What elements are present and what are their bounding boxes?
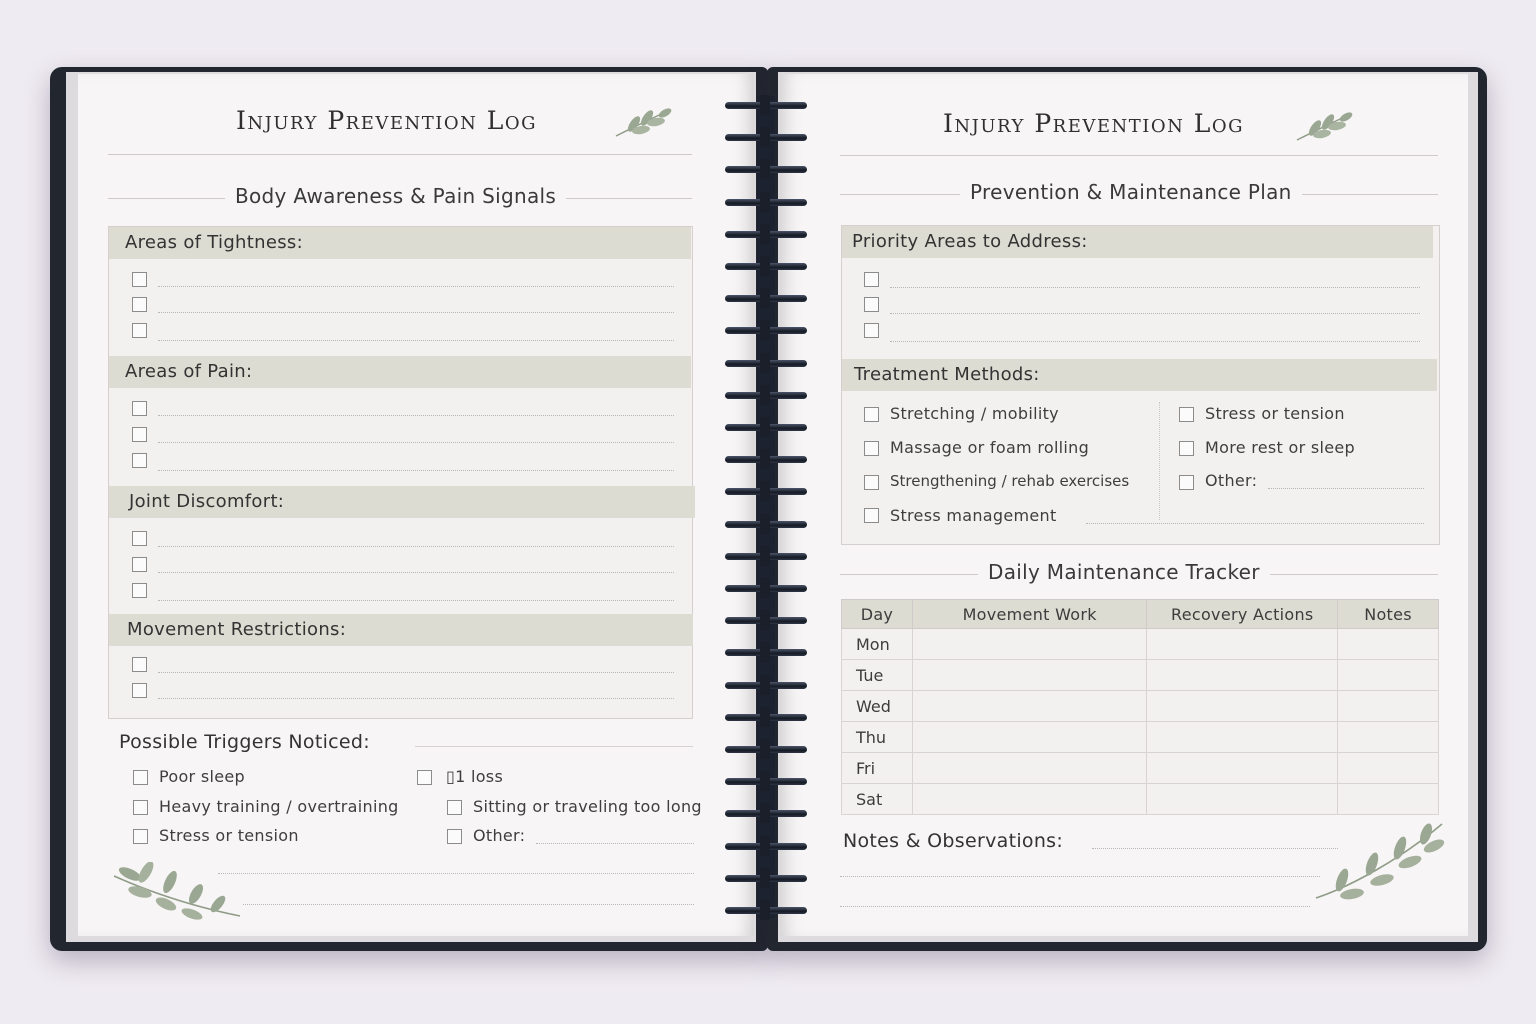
table-row bbox=[842, 629, 1439, 660]
spiral-ring bbox=[725, 357, 807, 369]
entry-cell[interactable] bbox=[1147, 660, 1338, 691]
title-divider bbox=[108, 154, 692, 155]
day-cell: Mon bbox=[842, 629, 913, 660]
write-line[interactable] bbox=[158, 672, 674, 673]
column-header: Movement Work bbox=[912, 600, 1147, 629]
spiral-ring bbox=[725, 904, 807, 916]
entry-cell[interactable] bbox=[1338, 629, 1439, 660]
trigger-option: Other: bbox=[473, 826, 526, 845]
section-header-pain: Areas of Pain: bbox=[109, 356, 691, 388]
trigger-option: Poor sleep bbox=[159, 767, 245, 786]
day-cell: Wed bbox=[842, 691, 913, 722]
spiral-ring bbox=[725, 614, 807, 626]
spiral-ring bbox=[725, 840, 807, 852]
spiral-ring bbox=[725, 260, 807, 272]
checkbox[interactable] bbox=[132, 531, 147, 546]
left-page-title: Injury Prevention Log bbox=[236, 106, 538, 135]
spiral-ring bbox=[725, 163, 807, 175]
table-header-row bbox=[842, 600, 1439, 629]
spiral-ring bbox=[725, 743, 807, 755]
entry-cell[interactable] bbox=[912, 753, 1147, 784]
leaf-sprig-icon bbox=[614, 106, 672, 138]
section-header-movement: Movement Restrictions: bbox=[109, 614, 693, 646]
checkbox[interactable] bbox=[864, 407, 879, 422]
column-header: Notes bbox=[1338, 600, 1439, 629]
entry-cell[interactable] bbox=[1147, 753, 1338, 784]
entry-cell[interactable] bbox=[912, 691, 1147, 722]
section-header-treatment: Treatment Methods: bbox=[842, 359, 1437, 391]
write-line[interactable] bbox=[158, 572, 674, 573]
checkbox[interactable] bbox=[132, 657, 147, 672]
spiral-ring bbox=[725, 389, 807, 401]
write-line[interactable] bbox=[890, 287, 1420, 288]
write-line[interactable] bbox=[890, 313, 1420, 314]
notes-heading: Notes & Observations: bbox=[843, 830, 1064, 852]
spiral-ring bbox=[725, 292, 807, 304]
checkbox[interactable] bbox=[864, 323, 879, 338]
spiral-ring bbox=[725, 775, 807, 787]
entry-cell[interactable] bbox=[1147, 784, 1338, 815]
entry-cell[interactable] bbox=[1338, 753, 1439, 784]
column-header: Recovery Actions bbox=[1147, 600, 1338, 629]
write-line[interactable] bbox=[158, 442, 674, 443]
title-divider bbox=[840, 155, 1438, 156]
checkbox[interactable] bbox=[132, 557, 147, 572]
table-row bbox=[842, 753, 1439, 784]
treatment-option: More rest or sleep bbox=[1205, 438, 1355, 457]
entry-cell[interactable] bbox=[912, 629, 1147, 660]
checkbox[interactable] bbox=[417, 770, 432, 785]
triggers-heading: Possible Triggers Noticed: bbox=[119, 731, 370, 753]
write-line[interactable] bbox=[158, 340, 674, 341]
write-line[interactable] bbox=[1268, 488, 1424, 489]
spiral-ring bbox=[725, 582, 807, 594]
trigger-option: Stress or tension bbox=[159, 826, 299, 845]
spiral-ring bbox=[725, 679, 807, 691]
trigger-option: ▯1 loss bbox=[446, 767, 504, 786]
spiral-ring bbox=[725, 807, 807, 819]
write-line[interactable] bbox=[158, 312, 674, 313]
write-line[interactable] bbox=[1092, 848, 1338, 849]
treatment-option: Other: bbox=[1205, 471, 1258, 490]
day-cell: Tue bbox=[842, 660, 913, 691]
write-line[interactable] bbox=[158, 698, 674, 699]
checkbox[interactable] bbox=[132, 583, 147, 598]
write-line[interactable] bbox=[158, 600, 674, 601]
write-line[interactable] bbox=[158, 470, 674, 471]
spiral-ring bbox=[725, 485, 807, 497]
checkbox[interactable] bbox=[1179, 475, 1194, 490]
checkbox[interactable] bbox=[1179, 441, 1194, 456]
binding-spine bbox=[757, 96, 775, 918]
right-section-subtitle: Prevention & Maintenance Plan bbox=[960, 180, 1302, 204]
checkbox[interactable] bbox=[133, 770, 148, 785]
write-line[interactable] bbox=[840, 876, 1320, 877]
spiral-ring bbox=[725, 646, 807, 658]
write-line[interactable] bbox=[890, 341, 1420, 342]
leaf-branch-icon bbox=[110, 862, 244, 922]
checkbox[interactable] bbox=[132, 297, 147, 312]
spiral-ring bbox=[725, 518, 807, 530]
daily-maintenance-table bbox=[841, 599, 1439, 815]
spiral-ring bbox=[725, 550, 807, 562]
spiral-ring bbox=[725, 228, 807, 240]
write-line[interactable] bbox=[158, 546, 674, 547]
checkbox[interactable] bbox=[864, 475, 879, 490]
table-row bbox=[842, 784, 1439, 815]
leaf-branch-icon bbox=[1312, 818, 1448, 902]
checkbox[interactable] bbox=[447, 800, 462, 815]
entry-cell[interactable] bbox=[912, 660, 1147, 691]
checkbox[interactable] bbox=[864, 272, 879, 287]
triggers-rule bbox=[415, 746, 693, 747]
checkbox[interactable] bbox=[132, 323, 147, 338]
day-cell: Fri bbox=[842, 753, 913, 784]
checkbox[interactable] bbox=[864, 441, 879, 456]
write-line[interactable] bbox=[1086, 523, 1424, 524]
write-line[interactable] bbox=[243, 904, 694, 905]
entry-cell[interactable] bbox=[1147, 691, 1338, 722]
right-page-title: Injury Prevention Log bbox=[943, 109, 1245, 138]
write-line[interactable] bbox=[840, 906, 1310, 907]
entry-cell[interactable] bbox=[1338, 660, 1439, 691]
spiral-ring bbox=[725, 196, 807, 208]
section-header-priority: Priority Areas to Address: bbox=[842, 226, 1433, 258]
treatment-option: Stress or tension bbox=[1205, 404, 1345, 423]
checkbox[interactable] bbox=[132, 272, 147, 287]
day-cell: Sat bbox=[842, 784, 913, 815]
entry-cell[interactable] bbox=[1147, 629, 1338, 660]
checkbox[interactable] bbox=[132, 683, 147, 698]
entry-cell[interactable] bbox=[912, 722, 1147, 753]
spiral-ring bbox=[725, 711, 807, 723]
write-line[interactable] bbox=[158, 415, 674, 416]
spiral-ring bbox=[725, 421, 807, 433]
treatment-option: Strengthening / rehab exercises bbox=[890, 472, 1130, 490]
spiral-ring bbox=[725, 131, 807, 143]
entry-cell[interactable] bbox=[1147, 722, 1338, 753]
treatment-option: Massage or foam rolling bbox=[890, 438, 1090, 457]
section-header-tightness: Areas of Tightness: bbox=[109, 227, 691, 259]
entry-cell[interactable] bbox=[1338, 722, 1439, 753]
checkbox[interactable] bbox=[132, 427, 147, 442]
write-line[interactable] bbox=[158, 286, 674, 287]
checkbox[interactable] bbox=[132, 401, 147, 416]
table-row bbox=[842, 691, 1439, 722]
treatment-option: Stress management bbox=[890, 506, 1057, 525]
checkbox[interactable] bbox=[864, 297, 879, 312]
day-cell: Thu bbox=[842, 722, 913, 753]
checkbox[interactable] bbox=[864, 508, 879, 523]
checkbox[interactable] bbox=[1179, 407, 1194, 422]
checkbox[interactable] bbox=[132, 453, 147, 468]
table-row bbox=[842, 722, 1439, 753]
trigger-option: Heavy training / overtraining bbox=[159, 797, 399, 816]
entry-cell[interactable] bbox=[912, 784, 1147, 815]
tracker-title: Daily Maintenance Tracker bbox=[978, 560, 1270, 584]
trigger-option: Sitting or traveling too long bbox=[473, 797, 702, 816]
checkbox[interactable] bbox=[133, 829, 148, 844]
checkbox[interactable] bbox=[447, 829, 462, 844]
spiral-ring bbox=[725, 99, 807, 111]
column-header: Day bbox=[842, 600, 913, 629]
leaf-sprig-icon bbox=[1295, 110, 1353, 142]
write-line[interactable] bbox=[536, 843, 694, 844]
left-section-subtitle: Body Awareness & Pain Signals bbox=[225, 184, 566, 208]
checkbox[interactable] bbox=[133, 800, 148, 815]
column-separator bbox=[1159, 402, 1160, 520]
write-line[interactable] bbox=[218, 873, 694, 874]
spiral-ring bbox=[725, 872, 807, 884]
treatment-option: Stretching / mobility bbox=[890, 404, 1059, 423]
entry-cell[interactable] bbox=[1338, 691, 1439, 722]
spiral-ring bbox=[725, 324, 807, 336]
section-header-joint: Joint Discomfort: bbox=[109, 486, 695, 518]
table-row bbox=[842, 660, 1439, 691]
spiral-ring bbox=[725, 453, 807, 465]
entry-cell[interactable] bbox=[1338, 784, 1439, 815]
